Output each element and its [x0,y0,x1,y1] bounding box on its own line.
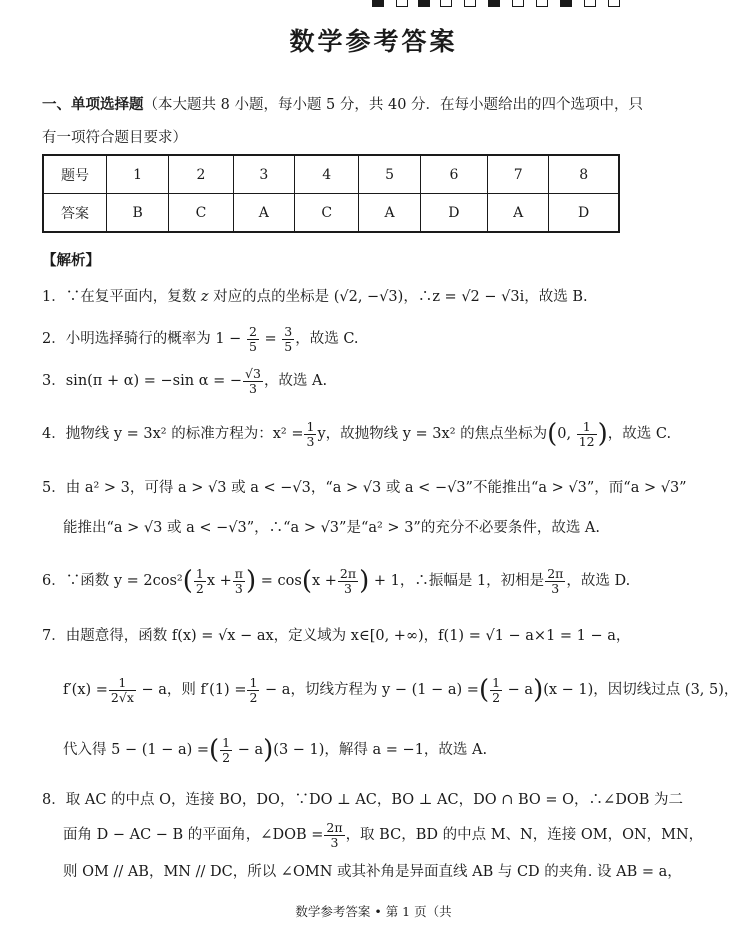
analysis-item-1: 1．∵在复平面内，复数 z 对应的点的坐标是 (√2, −√3)，∴z = √2 − √3i，故选 B. [42,289,588,305]
table-cell: A [488,194,549,233]
registration-mark [536,0,548,7]
registration-mark [560,0,572,7]
registration-mark [396,0,408,7]
analysis-item-7-cont: f′(x) = $\frac{1}{2√x}$ − a，则 f′(1) = $\frac{1}{2}$ − a，切线方程为 y − (1 − a) =( $\frac{1}{2}$ − a)(x − 1)，因切线过点 (3, 5)， [63,674,739,705]
table-row [43,194,619,233]
registration-mark [488,0,500,7]
table-cell: D [420,194,487,233]
analysis-item-5-cont: 能推出“a > √3 或 a < −√3”，∴“a > √3”是“a² > 3”的充分不必要条件，故选 A. [63,520,601,536]
registration-mark [372,0,384,7]
analysis-item-4: 4．抛物线 y = 3x² 的标准方程为：x² = $\frac{1}{3}$ y，故抛物线 y = 3x² 的焦点坐标为(0, $\frac{1}{12}$ )，故选 C. [42,418,672,449]
analysis-item-5: 5．由 a² > 3，可得 a > √3 或 a < −√3，“a > √3 或 a < −√3”不能推出“a > √3”，而“a > √3” [42,480,687,496]
registration-mark [418,0,430,7]
registration-mark [440,0,452,7]
page-footer: 数学参考答案 • 第 1 页（共 [295,904,452,919]
registration-mark [512,0,524,7]
analysis-item-2: 2．小明选择骑行的概率为 1 − $\frac{2}{5}$ = $\frac{3}{5}$ ，故选 C. [42,323,359,354]
table-cell: 6 [420,155,487,194]
analysis-item-8-cont: 面角 D − AC − B 的平面角，∠DOB = $\frac{2\pi}{3}$ ，取 BC，BD 的中点 M、N，连接 OM，ON，MN， [63,819,704,850]
answer-table [42,154,620,233]
table-cell: 4 [294,155,359,194]
registration-mark [584,0,596,7]
table-cell: A [233,194,294,233]
table-cell: 答案 [43,194,107,233]
analysis-item-8: 8．取 AC 的中点 O，连接 BO，DO，∵DO ⊥ AC，BO ⊥ AC，DO ∩ BO = O，∴∠DOB 为二 [42,792,683,808]
registration-mark [464,0,476,7]
table-cell: 3 [233,155,294,194]
table-cell: 题号 [43,155,107,194]
table-cell: C [294,194,359,233]
section-note: 有一项符合题目要求） [42,130,187,146]
analysis-item-8-cont2: 则 OM // AB，MN // DC，所以 ∠OMN 或其补角是异面直线 AB 与 CD 的夹角. 设 AB = a， [63,864,682,880]
analysis-item-3: 3．sin(π + α) = −sin α = − $\frac{√3}{3}$ ，故选 A. [42,365,328,396]
table-cell: 1 [107,155,169,194]
registration-mark [608,0,620,7]
page-title: 数学参考答案 [289,27,458,56]
table-cell: 2 [169,155,234,194]
analysis-item-7-cont2: 代入得 5 − (1 − a) =( $\frac{1}{2}$ − a)(3 − 1)，解得 a = −1，故选 A. [63,734,488,765]
table-cell: B [107,194,169,233]
table-row [43,155,619,194]
table-cell: 7 [488,155,549,194]
table-cell: D [549,194,619,233]
analysis-item-6: 6．∵函数 y = 2cos²( $\frac{1}{2}$ x + $\frac{\pi}{3}$ ) = cos(x + $\frac{2\pi}{3}$ ) + 1，∴振幅是 1，初相是 $\frac{2\pi}{3}$ ，故选 D. [42,565,631,596]
table-cell: A [359,194,420,233]
table-cell: C [169,194,234,233]
section-heading: 一、单项选择题（本大题共 8 小题，每小题 5 分，共 40 分．在每小题给出的四个选项中，只 [42,96,644,113]
analysis-item-7: 7．由题意得，函数 f(x) = √x − ax，定义域为 x∈[0, +∞)，f(1) = √1 − a×1 = 1 − a， [42,628,631,644]
table-cell: 5 [359,155,420,194]
table-cell: 8 [549,155,619,194]
analysis-heading: 【解析】 [42,252,100,269]
